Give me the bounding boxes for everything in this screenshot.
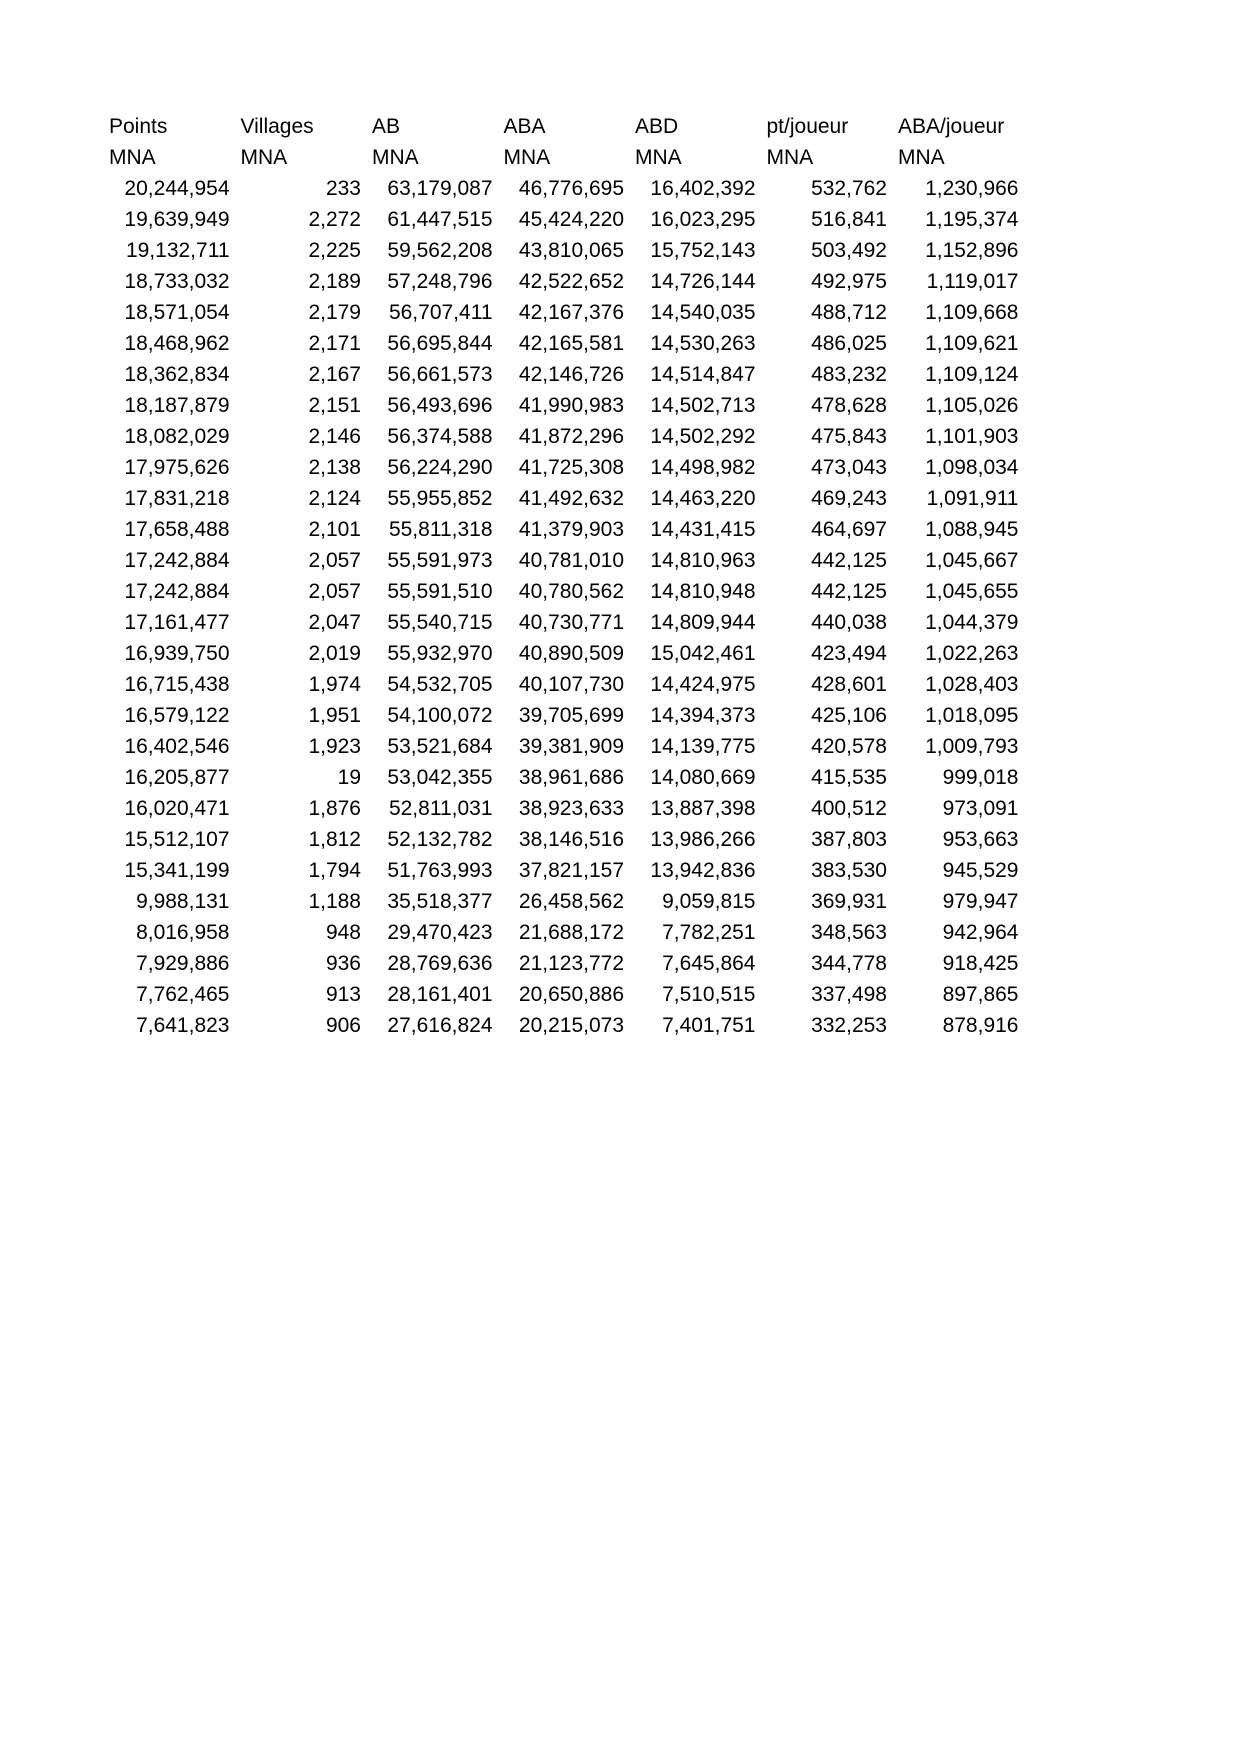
table-cell: 2,272 xyxy=(308,208,361,231)
table-cell: 54,532,705 xyxy=(387,673,493,696)
table-cell: 14,424,975 xyxy=(650,673,756,696)
table-cell: 8,016,958 xyxy=(136,921,230,944)
table-cell: 18,571,054 xyxy=(124,301,230,324)
table-cell: 1,152,896 xyxy=(925,239,1019,262)
spreadsheet-page xyxy=(106,111,1027,1041)
table-cell: 369,931 xyxy=(811,890,887,913)
table-cell: 233 xyxy=(325,177,361,200)
table-row xyxy=(106,359,1027,390)
table-cell: 1,105,026 xyxy=(925,394,1019,417)
table-cell: 1,974 xyxy=(308,673,361,696)
table-cell: 40,730,771 xyxy=(518,611,624,634)
table-cell: 55,932,970 xyxy=(387,642,493,665)
table-row xyxy=(106,266,1027,297)
table-cell: 18,733,032 xyxy=(124,270,230,293)
table-row xyxy=(106,514,1027,545)
table-cell: 473,043 xyxy=(811,456,887,479)
table-cell: 17,242,884 xyxy=(124,549,230,572)
table-cell: 7,645,864 xyxy=(662,952,756,975)
subheader-cell: MNA xyxy=(109,146,156,169)
table-cell: 41,990,983 xyxy=(518,394,624,417)
table-cell: 15,042,461 xyxy=(650,642,756,665)
table-cell: 897,865 xyxy=(942,983,1019,1006)
table-cell: 425,106 xyxy=(811,704,887,727)
table-cell: 20,244,954 xyxy=(124,177,230,200)
table-cell: 55,811,318 xyxy=(388,518,493,541)
table-cell: 2,146 xyxy=(308,425,361,448)
table-cell: 14,463,220 xyxy=(650,487,756,510)
table-cell: 7,641,823 xyxy=(136,1014,230,1037)
table-cell: 16,715,438 xyxy=(124,673,230,696)
table-cell: 1,951 xyxy=(308,704,361,727)
header-cell-aba-per-player: ABA/joueur xyxy=(898,115,1005,138)
table-cell: 7,510,515 xyxy=(662,983,756,1006)
table-cell: 45,424,220 xyxy=(518,208,624,231)
table-cell: 483,232 xyxy=(811,363,887,386)
table-row xyxy=(106,979,1027,1010)
table-row xyxy=(106,576,1027,607)
table-cell: 35,518,377 xyxy=(387,890,493,913)
table-cell: 61,447,515 xyxy=(387,208,493,231)
table-cell: 14,502,713 xyxy=(650,394,756,417)
table-cell: 16,402,392 xyxy=(650,177,756,200)
table-cell: 1,109,124 xyxy=(925,363,1019,386)
table-cell: 39,381,909 xyxy=(518,735,624,758)
table-cell: 53,042,355 xyxy=(387,766,493,789)
table-cell: 16,402,546 xyxy=(124,735,230,758)
table-cell: 52,132,782 xyxy=(387,828,493,851)
table-cell: 41,872,296 xyxy=(518,425,624,448)
table-cell: 15,752,143 xyxy=(650,239,756,262)
table-row xyxy=(106,700,1027,731)
table-cell: 7,782,251 xyxy=(662,921,756,944)
table-cell: 2,047 xyxy=(308,611,361,634)
header-cell-ab: AB xyxy=(372,115,401,138)
table-row xyxy=(106,297,1027,328)
table-row xyxy=(106,390,1027,421)
data-table xyxy=(106,111,1027,1041)
table-cell: 40,781,010 xyxy=(518,549,624,572)
table-cell: 17,242,884 xyxy=(124,580,230,603)
table-cell: 1,794 xyxy=(308,859,361,882)
subheader-cell: MNA xyxy=(503,146,551,169)
table-row xyxy=(106,452,1027,483)
table-cell: 17,831,218 xyxy=(124,487,230,510)
table-cell: 42,522,652 xyxy=(518,270,624,293)
table-cell: 14,139,775 xyxy=(650,735,756,758)
table-cell: 54,100,072 xyxy=(387,704,493,727)
table-cell: 344,778 xyxy=(811,952,887,975)
table-cell: 953,663 xyxy=(942,828,1019,851)
table-cell: 14,530,263 xyxy=(650,332,756,355)
table-cell: 464,697 xyxy=(811,518,887,541)
table-cell: 59,562,208 xyxy=(387,239,493,262)
table-cell: 13,887,398 xyxy=(650,797,756,820)
table-cell: 1,101,903 xyxy=(925,425,1019,448)
subheader-cell: MNA xyxy=(240,146,288,169)
table-cell: 7,762,465 xyxy=(136,983,230,1006)
table-cell: 337,498 xyxy=(811,983,887,1006)
subheader-cell: MNA xyxy=(372,146,419,169)
table-row xyxy=(106,762,1027,793)
table-cell: 55,955,852 xyxy=(387,487,493,510)
table-cell: 40,890,509 xyxy=(518,642,624,665)
table-cell: 42,167,376 xyxy=(518,301,624,324)
table-cell: 18,468,962 xyxy=(124,332,230,355)
table-cell: 420,578 xyxy=(811,735,887,758)
header-cell-points: Points xyxy=(109,115,168,138)
table-cell: 38,146,516 xyxy=(518,828,624,851)
table-cell: 945,529 xyxy=(942,859,1019,882)
table-cell: 469,243 xyxy=(811,487,887,510)
table-cell: 38,923,633 xyxy=(518,797,624,820)
table-cell: 2,019 xyxy=(308,642,361,665)
table-cell: 38,961,686 xyxy=(518,766,624,789)
table-row xyxy=(106,204,1027,235)
table-row xyxy=(106,173,1027,204)
table-row xyxy=(106,886,1027,917)
table-cell: 1,876 xyxy=(308,797,361,820)
table-cell: 2,124 xyxy=(308,487,361,510)
table-cell: 14,809,944 xyxy=(650,611,756,634)
table-cell: 979,947 xyxy=(942,890,1019,913)
table-cell: 15,512,107 xyxy=(124,828,230,851)
table-cell: 488,712 xyxy=(811,301,887,324)
table-cell: 53,521,684 xyxy=(387,735,493,758)
table-cell: 1,022,263 xyxy=(925,642,1019,665)
table-cell: 492,975 xyxy=(811,270,887,293)
table-cell: 55,591,510 xyxy=(387,580,493,603)
table-row xyxy=(106,607,1027,638)
table-cell: 423,494 xyxy=(811,642,887,665)
table-cell: 17,975,626 xyxy=(124,456,230,479)
table-cell: 2,057 xyxy=(308,549,361,572)
table-cell: 15,341,199 xyxy=(124,859,230,882)
table-row xyxy=(106,421,1027,452)
table-row xyxy=(106,483,1027,514)
table-cell: 41,725,308 xyxy=(518,456,624,479)
table-cell: 2,167 xyxy=(308,363,361,386)
table-cell: 1,195,374 xyxy=(925,208,1019,231)
table-cell: 948 xyxy=(325,921,361,944)
table-row xyxy=(106,855,1027,886)
table-cell: 14,514,847 xyxy=(650,363,756,386)
table-cell: 40,107,730 xyxy=(518,673,624,696)
table-cell: 55,540,715 xyxy=(387,611,493,634)
table-cell: 1,230,966 xyxy=(925,177,1019,200)
table-cell: 52,811,031 xyxy=(388,797,493,820)
table-cell: 56,707,411 xyxy=(388,301,493,324)
table-cell: 440,038 xyxy=(811,611,887,634)
table-cell: 56,661,573 xyxy=(387,363,493,386)
table-cell: 913 xyxy=(325,983,361,1006)
table-cell: 56,695,844 xyxy=(387,332,493,355)
table-cell: 2,225 xyxy=(308,239,361,262)
table-cell: 14,502,292 xyxy=(650,425,756,448)
table-cell: 27,616,824 xyxy=(387,1014,493,1037)
table-cell: 57,248,796 xyxy=(387,270,493,293)
table-row xyxy=(106,669,1027,700)
table-cell: 9,988,131 xyxy=(136,890,230,913)
table-cell: 348,563 xyxy=(811,921,887,944)
table-cell: 28,769,636 xyxy=(387,952,493,975)
table-cell: 1,088,945 xyxy=(925,518,1019,541)
header-cell-pt-per-player: pt/joueur xyxy=(766,115,849,138)
table-cell: 475,843 xyxy=(811,425,887,448)
table-cell: 56,374,588 xyxy=(387,425,493,448)
table-cell: 387,803 xyxy=(811,828,887,851)
table-cell: 16,205,877 xyxy=(124,766,230,789)
table-cell: 14,810,963 xyxy=(650,549,756,572)
table-cell: 878,916 xyxy=(942,1014,1019,1037)
table-cell: 1,028,403 xyxy=(925,673,1019,696)
table-cell: 383,530 xyxy=(811,859,887,882)
table-cell: 2,151 xyxy=(308,394,361,417)
table-body xyxy=(106,111,1027,1041)
table-cell: 2,138 xyxy=(308,456,361,479)
table-cell: 2,101 xyxy=(308,518,361,541)
table-cell: 14,431,415 xyxy=(650,518,756,541)
table-cell: 9,059,815 xyxy=(662,890,756,913)
table-cell: 29,470,423 xyxy=(387,921,493,944)
table-cell: 1,009,793 xyxy=(925,735,1019,758)
table-cell: 18,082,029 xyxy=(124,425,230,448)
table-cell: 13,942,836 xyxy=(650,859,756,882)
table-cell: 18,187,879 xyxy=(124,394,230,417)
table-row xyxy=(106,328,1027,359)
table-cell: 942,964 xyxy=(942,921,1019,944)
table-cell: 16,579,122 xyxy=(124,704,230,727)
table-row xyxy=(106,545,1027,576)
table-cell: 26,458,562 xyxy=(518,890,624,913)
table-row xyxy=(106,638,1027,669)
table-cell: 17,161,477 xyxy=(124,611,230,634)
table-cell: 42,146,726 xyxy=(518,363,624,386)
table-cell: 2,171 xyxy=(308,332,361,355)
table-cell: 332,253 xyxy=(811,1014,887,1037)
table-row xyxy=(106,824,1027,855)
table-cell: 532,762 xyxy=(811,177,887,200)
table-cell: 1,188 xyxy=(308,890,361,913)
header-row xyxy=(106,111,1027,142)
table-cell: 17,658,488 xyxy=(124,518,230,541)
table-cell: 46,776,695 xyxy=(518,177,624,200)
table-cell: 1,109,668 xyxy=(925,301,1019,324)
header-cell-aba: ABA xyxy=(503,115,546,138)
table-cell: 19,132,711 xyxy=(125,239,230,262)
table-cell: 478,628 xyxy=(811,394,887,417)
table-row xyxy=(106,917,1027,948)
table-cell: 43,810,065 xyxy=(518,239,624,262)
table-cell: 973,091 xyxy=(942,797,1019,820)
subheader-cell: MNA xyxy=(898,146,945,169)
table-cell: 442,125 xyxy=(811,580,887,603)
table-cell: 14,498,982 xyxy=(650,456,756,479)
table-row xyxy=(106,948,1027,979)
table-cell: 918,425 xyxy=(942,952,1019,975)
table-cell: 16,939,750 xyxy=(124,642,230,665)
table-cell: 400,512 xyxy=(811,797,887,820)
table-cell: 14,080,669 xyxy=(650,766,756,789)
table-cell: 428,601 xyxy=(811,673,887,696)
table-cell: 1,109,621 xyxy=(925,332,1019,355)
table-cell: 41,379,903 xyxy=(518,518,624,541)
table-cell: 14,394,373 xyxy=(650,704,756,727)
table-cell: 516,841 xyxy=(811,208,887,231)
table-cell: 28,161,401 xyxy=(387,983,493,1006)
subheader-cell: MNA xyxy=(635,146,682,169)
table-cell: 7,401,751 xyxy=(662,1014,756,1037)
table-cell: 1,045,667 xyxy=(925,549,1019,572)
table-cell: 41,492,632 xyxy=(518,487,624,510)
table-cell: 21,123,772 xyxy=(518,952,624,975)
table-cell: 2,189 xyxy=(308,270,361,293)
table-cell: 415,535 xyxy=(811,766,887,789)
table-row xyxy=(106,731,1027,762)
table-cell: 936 xyxy=(325,952,361,975)
table-cell: 1,119,017 xyxy=(926,270,1019,293)
subheader-cell: MNA xyxy=(766,146,814,169)
table-cell: 1,098,034 xyxy=(925,456,1019,479)
table-cell: 16,020,471 xyxy=(124,797,230,820)
table-cell: 42,165,581 xyxy=(518,332,624,355)
table-cell: 39,705,699 xyxy=(518,704,624,727)
table-cell: 56,224,290 xyxy=(387,456,493,479)
table-cell: 21,688,172 xyxy=(518,921,624,944)
table-cell: 19,639,949 xyxy=(124,208,230,231)
table-cell: 55,591,973 xyxy=(387,549,493,572)
table-row xyxy=(106,1010,1027,1041)
table-cell: 1,923 xyxy=(308,735,361,758)
table-cell: 63,179,087 xyxy=(387,177,493,200)
table-cell: 2,057 xyxy=(308,580,361,603)
table-cell: 20,215,073 xyxy=(518,1014,624,1037)
table-cell: 1,812 xyxy=(308,828,361,851)
table-cell: 13,986,266 xyxy=(650,828,756,851)
table-cell: 37,821,157 xyxy=(518,859,624,882)
table-cell: 19 xyxy=(337,766,361,789)
table-cell: 906 xyxy=(325,1014,361,1037)
table-cell: 486,025 xyxy=(811,332,887,355)
table-cell: 16,023,295 xyxy=(650,208,756,231)
table-cell: 14,540,035 xyxy=(650,301,756,324)
subheader-row xyxy=(106,142,1027,173)
table-cell: 40,780,562 xyxy=(518,580,624,603)
table-cell: 503,492 xyxy=(811,239,887,262)
table-cell: 14,726,144 xyxy=(650,270,756,293)
header-cell-villages: Villages xyxy=(240,115,314,138)
table-cell: 2,179 xyxy=(308,301,361,324)
table-cell: 20,650,886 xyxy=(518,983,624,1006)
table-cell: 442,125 xyxy=(811,549,887,572)
table-row xyxy=(106,235,1027,266)
header-cell-abd: ABD xyxy=(635,115,679,138)
table-cell: 999,018 xyxy=(942,766,1019,789)
table-cell: 56,493,696 xyxy=(387,394,493,417)
table-cell: 1,044,379 xyxy=(925,611,1019,634)
table-cell: 1,045,655 xyxy=(925,580,1019,603)
table-cell: 18,362,834 xyxy=(124,363,230,386)
table-cell: 51,763,993 xyxy=(387,859,493,882)
table-cell: 1,018,095 xyxy=(925,704,1019,727)
table-row xyxy=(106,793,1027,824)
table-cell: 7,929,886 xyxy=(136,952,230,975)
table-cell: 1,091,911 xyxy=(926,487,1019,510)
table-cell: 14,810,948 xyxy=(650,580,756,603)
